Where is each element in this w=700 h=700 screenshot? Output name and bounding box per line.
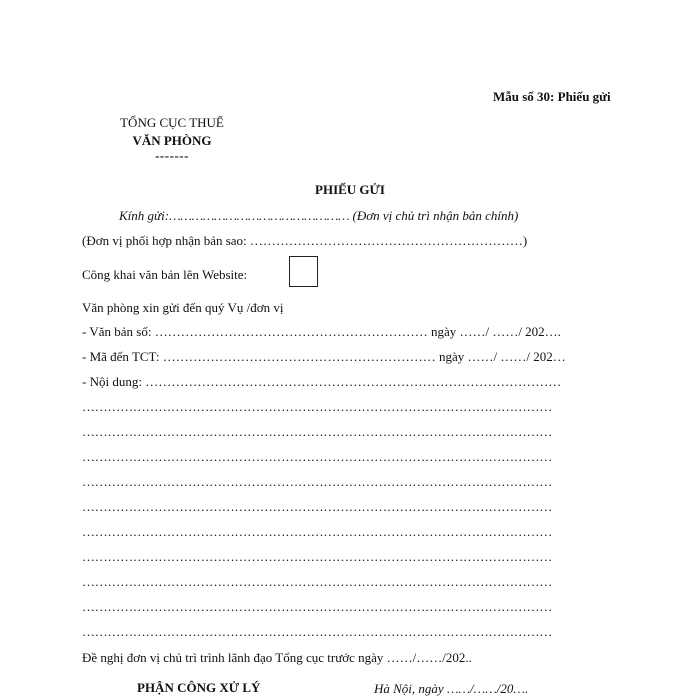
content-line: - Nội dung: …………………………………………………………………………………… (82, 374, 562, 389)
dotted-line: ………………………………………………………………………………………………… (82, 624, 552, 639)
document-number-line: - Văn bản số: ……………………………………………………… ngày ……/ ……/ 202…. (82, 324, 561, 339)
agency-name: TỔNG CỤC THUẾ (120, 115, 224, 130)
request-deadline-line: Đề nghị đơn vị chủ trì trình lãnh đạo Tổng cục trước ngày ……/……/202.. (82, 650, 472, 665)
header-divider: ------- (155, 148, 189, 163)
dotted-line: ………………………………………………………………………………………………… (82, 474, 552, 489)
recipient-note: (Đơn vị chủ trì nhận bản chính) (352, 208, 519, 223)
dotted-line: ………………………………………………………………………………………………… (82, 549, 552, 564)
form-number: Mẫu số 30: Phiếu gửi (493, 89, 611, 104)
recipient-label: Kính gửi: (119, 208, 170, 223)
dotted-line: ………………………………………………………………………………………………… (82, 399, 552, 414)
document-title: PHIẾU GỬI (315, 182, 385, 197)
dotted-line: ………………………………………………………………………………………………… (82, 424, 552, 439)
place-date: Hà Nội, ngày ……/……/20…. (374, 681, 529, 696)
office-name: VĂN PHÒNG (132, 133, 212, 148)
website-label: Công khai văn bản lên Website: (82, 267, 248, 282)
cc-line: (Đơn vị phối hợp nhận bản sao: ………………………………………………………) (82, 233, 528, 248)
agency-header (114, 114, 230, 162)
tct-number-line: - Mã đến TCT: ……………………………………………………… ngày ……/ ……/ 202… (82, 349, 566, 364)
dotted-line: ………………………………………………………………………………………………… (82, 574, 552, 589)
dotted-line: ………………………………………………………………………………………………… (82, 449, 552, 464)
assignment-heading: PHẬN CÔNG XỬ LÝ (137, 680, 261, 695)
dotted-line: ………………………………………………………………………………………………… (82, 599, 552, 614)
recipient-dots: ………………………………………… (169, 208, 350, 223)
website-checkbox[interactable] (289, 256, 318, 287)
dotted-line: ………………………………………………………………………………………………… (82, 499, 552, 514)
dotted-line: ………………………………………………………………………………………………… (82, 524, 552, 539)
recipient-line (119, 208, 518, 224)
intro-text: Văn phòng xin gửi đến quý Vụ /đơn vị (82, 300, 284, 315)
